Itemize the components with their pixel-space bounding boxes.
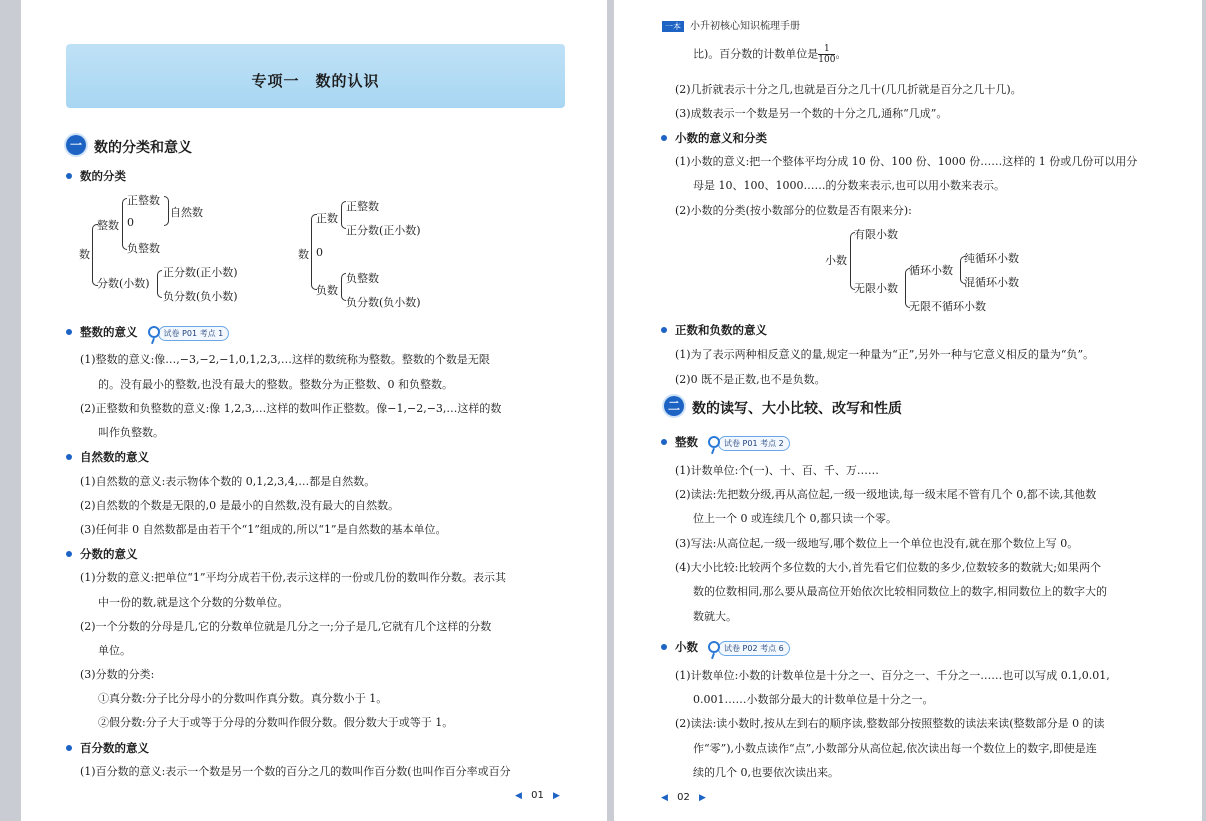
bullet-label: 分数的意义: [80, 547, 138, 561]
tag-label: 试卷 P01 考点 1: [158, 326, 230, 341]
bullet-label: 正数和负数的意义: [675, 323, 767, 337]
text-line: (2)自然数的个数是无限的,0 是最小的自然数,没有最大的自然数。: [80, 499, 400, 512]
bullet-dot: [66, 745, 72, 751]
bullet-integer-2: [661, 434, 790, 451]
tag-label: 试卷 P02 考点 6: [718, 641, 790, 656]
tag-label: 试卷 P01 考点 2: [718, 436, 790, 451]
exam-point-tag[interactable]: [708, 434, 790, 451]
text-line: (4)大小比较:比较两个多位数的大小,首先看它们位数的多少,位数较多的数就大;如果两个: [675, 561, 1101, 574]
running-header: [662, 17, 800, 32]
text-line: 位上一个 0 或连续几个 0,都只读一个零。: [693, 512, 897, 525]
text-line: (2)正整数和负整数的意义:像 1,2,3,…这样的数叫作正整数。像−1,−2,−3,…这样的数: [80, 402, 502, 415]
text-line: 数的位数相同,那么要从最高位开始依次比较相同数位上的数字,相同数位上的数字大的: [693, 585, 1107, 598]
bullet-decimal-2: [661, 639, 790, 656]
text-part: 。: [835, 47, 847, 61]
bullet-classify: [66, 168, 126, 184]
text-line: (2)0 既不是正数,也不是负数。: [675, 373, 826, 386]
tree-node: 混循环小数: [964, 276, 1019, 289]
bullet-natural: [66, 449, 149, 465]
tree-node: 数: [298, 248, 309, 261]
bullet-decimal: [661, 130, 767, 146]
brace: [164, 196, 169, 226]
exam-point-tag[interactable]: [708, 639, 790, 656]
tree-node: 有限小数: [854, 228, 898, 241]
page-number: [515, 790, 560, 801]
text-line: (3)任何非 0 自然数都是由若干个“1”组成的,所以“1”是自然数的基本单位。: [80, 523, 447, 536]
header-title: 小升初核心知识梳理手册: [690, 21, 800, 32]
text-line: (3)写法:从高位起,一级一级地写,哪个数位上一个单位也没有,就在那个数位上写 0。: [675, 537, 1079, 550]
prev-arrow-icon[interactable]: ◀: [661, 793, 668, 803]
page-number: [661, 792, 706, 803]
page-right: [614, 0, 1202, 821]
text-line: (1)自然数的意义:表示物体个数的 0,1,2,3,4,…都是自然数。: [80, 475, 376, 488]
text-line: 单位。: [98, 644, 131, 657]
bullet-integer: [66, 324, 229, 341]
text-line: (1)计数单位:个(一)、十、百、千、万……: [675, 464, 879, 477]
fraction-denominator: 100: [818, 55, 836, 65]
bullet-label: 百分数的意义: [80, 741, 149, 755]
tree-node: 小数: [825, 254, 847, 267]
bullet-dot: [661, 135, 667, 141]
tree-node: 负整数: [346, 272, 379, 285]
bullet-dot: [66, 173, 72, 179]
bullet-dot: [661, 439, 667, 445]
bullet-dot: [661, 644, 667, 650]
fraction: [818, 44, 835, 65]
text-part: 比)。百分数的计数单位是: [693, 47, 819, 61]
tree-node: 数: [79, 248, 90, 261]
tree-node: 整数: [97, 219, 119, 232]
text-line: (1)整数的意义:像…,−3,−2,−1,0,1,2,3,…这样的数统称为整数。整数的个数是无限: [80, 353, 490, 366]
tree-node: 0: [127, 216, 134, 229]
tree-node: 正整数: [346, 200, 379, 213]
text-line: ①真分数:分子比分母小的分数叫作真分数。真分数小于 1。: [98, 692, 388, 705]
topic-banner: [66, 44, 565, 108]
tree-node: 正整数: [127, 194, 160, 207]
bullet-label: 小数: [675, 640, 698, 654]
bullet-fraction: [66, 546, 138, 562]
bullet-label: 整数: [675, 435, 698, 449]
tree-node: 无限小数: [854, 282, 898, 295]
text-line: 的。没有最小的整数,也没有最大的整数。整数分为正整数、0 和负整数。: [98, 378, 453, 391]
banner-title: 专项一 数的认识: [251, 72, 380, 90]
bullet-percent: [66, 740, 149, 756]
text-line: (3)成数表示一个数是另一个数的十分之几,通称“几成”。: [675, 107, 948, 120]
book-logo: 一本: [662, 21, 684, 32]
magnifier-icon: [708, 641, 720, 653]
tree-node: 负数: [316, 284, 338, 297]
bullet-label: 整数的意义: [80, 325, 138, 339]
next-arrow-icon[interactable]: ▶: [553, 791, 560, 801]
text-line: 续的几个 0,也要依次读出来。: [693, 766, 839, 779]
text-line: (1)小数的意义:把一个整体平均分成 10 份、100 份、1000 份……这样的 1 份或几份可以用分: [675, 155, 1138, 168]
tree-node: 负分数(负小数): [346, 296, 421, 309]
text-line: 0.001……小数部分最大的计数单位是十分之一。: [693, 693, 934, 706]
prev-arrow-icon[interactable]: ◀: [515, 791, 522, 801]
bullet-dot: [66, 329, 72, 335]
text-line: 中一份的数,就是这个分数的分数单位。: [98, 596, 289, 609]
tree-node: 纯循环小数: [964, 252, 1019, 265]
page-number-label: 01: [531, 790, 544, 801]
exam-point-tag[interactable]: [148, 324, 230, 341]
text-line: (1)百分数的意义:表示一个数是另一个数的百分之几的数叫作百分数(也叫作百分率或百分: [80, 765, 511, 778]
bullet-dot: [66, 454, 72, 460]
text-line: (1)为了表示两种相反意义的量,规定一种量为“正”,另外一种与它意义相反的量为“负”。: [675, 348, 1095, 361]
bullet-label: 数的分类: [80, 169, 126, 183]
tree-node: 正分数(正小数): [346, 224, 421, 237]
tree-node: 负整数: [127, 242, 160, 255]
text-line: (2)几折就表示十分之几,也就是百分之几十(几几折就是百分之几十几)。: [675, 83, 1022, 96]
tree-node: 自然数: [170, 206, 203, 219]
magnifier-icon: [148, 326, 160, 338]
bullet-label: 自然数的意义: [80, 450, 149, 464]
text-line: ②假分数:分子大于或等于分母的分数叫作假分数。假分数大于或等于 1。: [98, 716, 454, 729]
bullet-dot: [66, 551, 72, 557]
section-number: 二: [664, 396, 684, 416]
tree-node: 无限不循环小数: [909, 300, 986, 313]
tree-node: 分数(小数): [97, 277, 150, 290]
section-title: 数的读写、大小比较、改写和性质: [692, 401, 902, 417]
tree-node: 正数: [316, 212, 338, 225]
text-line: (3)分数的分类:: [80, 668, 155, 681]
text-line: 叫作负整数。: [98, 426, 164, 439]
magnifier-icon: [708, 436, 720, 448]
section-number: 一: [66, 135, 86, 155]
text-line: 作“零”),小数点读作“点”,小数部分从高位起,依次读出每一个数位上的数字,即使是连: [693, 742, 1097, 755]
bullet-label: 小数的意义和分类: [675, 131, 767, 145]
next-arrow-icon[interactable]: ▶: [699, 793, 706, 803]
tree-node: 循环小数: [909, 264, 953, 277]
page-left: [21, 0, 607, 821]
text-line: 数就大。: [693, 610, 737, 623]
text-line: (1)分数的意义:把单位“1”平均分成若干份,表示这样的一份或几份的数叫作分数。表示其: [80, 571, 507, 584]
text-line: (2)读法:先把数分级,再从高位起,一级一级地读,每一级末尾不管有几个 0,都不读,其他数: [675, 488, 1097, 501]
bullet-posneg: [661, 322, 767, 338]
tree-node: 0: [316, 246, 323, 259]
text-line: (1)计数单位:小数的计数单位是十分之一、百分之一、千分之一……也可以写成 0.1,0.01,: [675, 669, 1110, 682]
text-line: (2)读法:读小数时,按从左到右的顺序读,整数部分按照整数的读法来读(整数部分是 0 的读: [675, 717, 1105, 730]
fraction-numerator: 1: [824, 44, 830, 54]
page-number-label: 02: [677, 792, 690, 803]
text-line: (2)小数的分类(按小数部分的位数是否有限来分):: [675, 204, 912, 217]
tree-node: 负分数(负小数): [163, 290, 238, 303]
text-line: [693, 44, 846, 65]
text-line: 母是 10、100、1000……的分数来表示,也可以用小数来表示。: [693, 179, 1005, 192]
section-title: 数的分类和意义: [94, 140, 192, 156]
text-line: (2)一个分数的分母是几,它的分数单位就是几分之一;分子是几,它就有几个这样的分数: [80, 620, 492, 633]
brace: [157, 270, 162, 298]
tree-node: 正分数(正小数): [163, 266, 238, 279]
bullet-dot: [661, 327, 667, 333]
